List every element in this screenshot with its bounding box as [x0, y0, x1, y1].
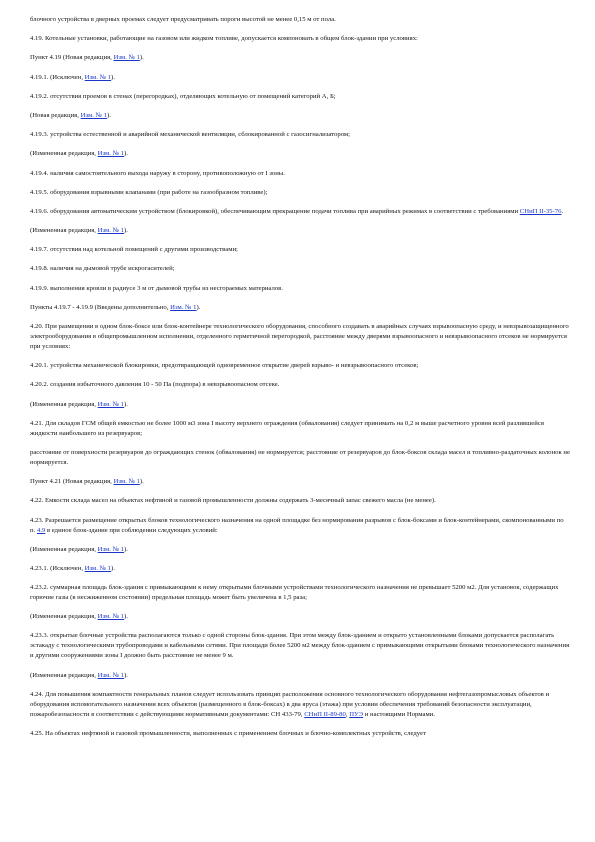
paragraph-text: 4.19.1. (Исключен, [30, 73, 85, 81]
paragraph-text: и настоящими Нормами. [363, 710, 435, 718]
amendment-link[interactable]: ПУЭ [349, 710, 364, 718]
paragraph [30, 15, 570, 25]
amendment-link[interactable]: Изм. № 1 [84, 564, 112, 572]
paragraph-text: 4.25. На объектах нефтяной и газовой промышленности, выполненных с применением блочных и блочно-комплектных устройств, следует [30, 730, 426, 737]
paragraph-text: ). [196, 303, 201, 311]
paragraph-text: 4.19.5. оборудования взрывными клапанами (при работе на газообразном топливе); [30, 188, 268, 196]
paragraph [30, 448, 570, 468]
paragraph-text: ). [139, 54, 144, 62]
paragraph-text: Пункт 4.21 (Новая редакция, [30, 478, 114, 486]
paragraph-text: 4.19.4. наличия самостоятельного выхода наружу в сторону, противоположную от I зоны. [30, 169, 285, 177]
paragraph [30, 690, 570, 720]
paragraph-text: 4.23.2. суммарная площадь блок-здания с примыкающими к нему открытыми блочными устройствами технологического назначения не превышает 5200 м2. Для установок, содержащих горючие газы (в несжиженном состоянии) предельная площадь может быть увеличена в 1,5 раза; [30, 584, 559, 602]
paragraph-text: блочного устройства в дверных проемах следует предусматривать пороги высотой не менее 0,15 м от пола. [30, 16, 336, 23]
paragraph-text: (Измененная редакция, [30, 150, 98, 158]
paragraph-text: . [561, 207, 564, 215]
paragraph-text: ). [124, 545, 128, 553]
paragraph-text: ). [124, 671, 128, 679]
paragraph [30, 188, 570, 198]
paragraph-text: (Измененная редакция, [30, 613, 98, 621]
paragraph [30, 564, 570, 574]
paragraph-text: 4.19.7. отсутствия над котельной помещений с другими производствами; [30, 246, 238, 254]
amendment-link[interactable]: Изм. № 1 [97, 150, 125, 158]
document-body [30, 15, 570, 748]
paragraph-text: 4.20.1. устройства механической блокировки, предотвращающей одновременное открытие дверей взрыво- и невзрывоопасного отсеков; [30, 362, 419, 370]
paragraph-text: ). [124, 613, 128, 621]
paragraph-text: 4.21. Для складов ГСМ общей емкостью не более 1000 м3 зона I высоту верхнего ограждения (обвалования) следует принимать на 0,2 м выше расчетного уровня всей разлившейся жидкости наибольшего из резервуаров; [30, 419, 544, 437]
paragraph-text: Пункт 4.19 (Новая редакция, [30, 54, 114, 62]
amendment-link[interactable]: СНиП II-35-76 [519, 207, 562, 215]
amendment-link[interactable]: Изм. № 1 [97, 227, 125, 235]
amendment-link[interactable]: СНиП II-89-80 [304, 710, 346, 718]
paragraph-text: Пункты 4.19.7 - 4.19.9 (Введены дополнительно, [30, 303, 171, 311]
paragraph [30, 496, 570, 506]
amendment-link[interactable]: Изм. № 1 [113, 478, 140, 486]
paragraph-text: ). [124, 227, 128, 235]
paragraph-text: ). [111, 73, 115, 81]
amendment-link[interactable]: Изм. № 1 [97, 671, 125, 679]
paragraph-text: 4.23.3. открытые блочные устройства располагаются только с одной стороны блок-здания. При этом между блок-зданием и открыто установленными блоками допускается располагать эстакаду с технологическими трубопроводами и кабельными сетями. При площади более 5200 м2 между блок-зданием с примыкающими открытыми блоками технологического назначения и другими сооружениями зоны I должно быть расстояние не менее 9 м. [30, 632, 570, 660]
paragraph-text: ). [106, 111, 111, 119]
amendment-link[interactable]: Изм. № 1 [97, 545, 125, 553]
paragraph [30, 73, 570, 83]
paragraph [30, 92, 570, 102]
amendment-link[interactable]: Изм. № 1 [97, 613, 125, 621]
paragraph-text: 4.19.8. наличия на дымовой трубе искрогасителей; [30, 265, 175, 273]
paragraph-text: 4.19.2. отсутствия проемов в стенах (перегородках), отделяющих котельную от помещений категорий А, Б; [30, 92, 336, 100]
paragraph [30, 149, 570, 159]
amendment-link[interactable]: Изм. № 1 [170, 303, 197, 311]
paragraph [30, 245, 570, 255]
paragraph [30, 284, 570, 294]
paragraph [30, 111, 570, 121]
paragraph [30, 207, 570, 217]
amendment-link[interactable]: Изм. № 1 [113, 54, 140, 62]
paragraph [30, 516, 570, 536]
paragraph-text: 4.20.2. создания избыточного давления 10 - 50 Па (подпора) в невзрывоопасном отсеке. [30, 381, 280, 389]
paragraph [30, 612, 570, 622]
paragraph-text: (Измененная редакция, [30, 671, 98, 679]
paragraph [30, 303, 570, 313]
amendment-link[interactable]: Изм. № 1 [97, 400, 125, 408]
paragraph-text: (Новая редакция, [30, 111, 81, 119]
paragraph [30, 400, 570, 410]
paragraph-text: 4.19.3. устройства естественной и аварийной механической вентиляции, сблокированной с газосигнализатором; [30, 131, 351, 139]
paragraph [30, 361, 570, 371]
paragraph [30, 671, 570, 681]
paragraph-text: ). [124, 150, 128, 158]
paragraph-text: (Измененная редакция, [30, 545, 98, 553]
paragraph [30, 729, 570, 739]
paragraph [30, 477, 570, 487]
paragraph-text: (Измененная редакция, [30, 400, 98, 408]
paragraph-text: в единое блок-здание при соблюдении следующих условий: [45, 526, 218, 534]
paragraph [30, 169, 570, 179]
paragraph-text: 4.23.1. (Исключен, [30, 564, 85, 572]
paragraph [30, 264, 570, 274]
paragraph [30, 419, 570, 439]
paragraph [30, 583, 570, 603]
paragraph-text: 4.19.6. оборудования автоматическим устройством (блокировкой), обеспечивающим прекращение подачи топлива при аварийных режимах в соответствии с требованиями [30, 207, 520, 215]
paragraph [30, 631, 570, 661]
paragraph-text: , [345, 710, 350, 718]
paragraph-text: 4.22. Емкости склада масел на объектах нефтяной и газовой промышленности должны содержать 3-месячный запас свежего масла (не менее). [30, 497, 436, 505]
paragraph-text: 4.19.9. выполнения кровли в радиусе 3 м от дымовой трубы из несгораемых материалов. [30, 284, 283, 292]
paragraph-text: расстояние от поверхности резервуаров до ограждающих стенок (обвалования) не нормируется; расстояние от резервуаров до блок-боксов склада масел и топливно-раздаточных колонок не нормируется. [30, 448, 570, 466]
paragraph [30, 130, 570, 140]
paragraph-text: ). [139, 478, 144, 486]
paragraph-text: 4.24. Для повышения компактности генеральных планов следует использовать принцип расположения основного технологического оборудования нефтегазопромысловых объектов и оборудования вспомогательного назначения всех объектов (размещенного в блок-боксах) в два яруса (этажа) при условии обеспечения требований безопасности эксплуатации, пожаробезопасности в соответствии с действующими нормативными документами: СН 433-79, [30, 690, 550, 718]
paragraph [30, 53, 570, 63]
amendment-link[interactable]: Изм. № 1 [84, 73, 112, 81]
paragraph-text: 4.20. При размещении в одном блок-боксе или блок-контейнере технологического оборудования, способного создавать в аварийных случаях взрывоопасную среду, и невзрывозащищенного электрооборудования в общепромышленном исполнении, отделенного герметичной перегородкой, расстояние между дверями взрывоопасного и невзрывоопасного отсеков не нормируется при условиях: [30, 323, 569, 350]
paragraph [30, 34, 570, 44]
paragraph [30, 322, 570, 352]
amendment-link[interactable]: Изм. № 1 [80, 111, 107, 119]
paragraph-text: ). [124, 400, 128, 408]
paragraph [30, 545, 570, 555]
amendment-link[interactable]: 4.9 [36, 526, 46, 534]
paragraph-text: (Измененная редакция, [30, 227, 98, 235]
paragraph-text: ). [111, 564, 115, 572]
paragraph [30, 226, 570, 236]
paragraph [30, 380, 570, 390]
paragraph-text: 4.23. Разрешается размещение открытых блоков технологического назначения на одной площадке без нормирования разрывов с блок-боксами и блок-контейнерами, скомпонованными по п. [30, 516, 564, 534]
paragraph-text: 4.19. Котельные установки, работающие на газовом или жидком топливе, допускается компоновать в общем блок-здании при условиях: [30, 35, 418, 43]
